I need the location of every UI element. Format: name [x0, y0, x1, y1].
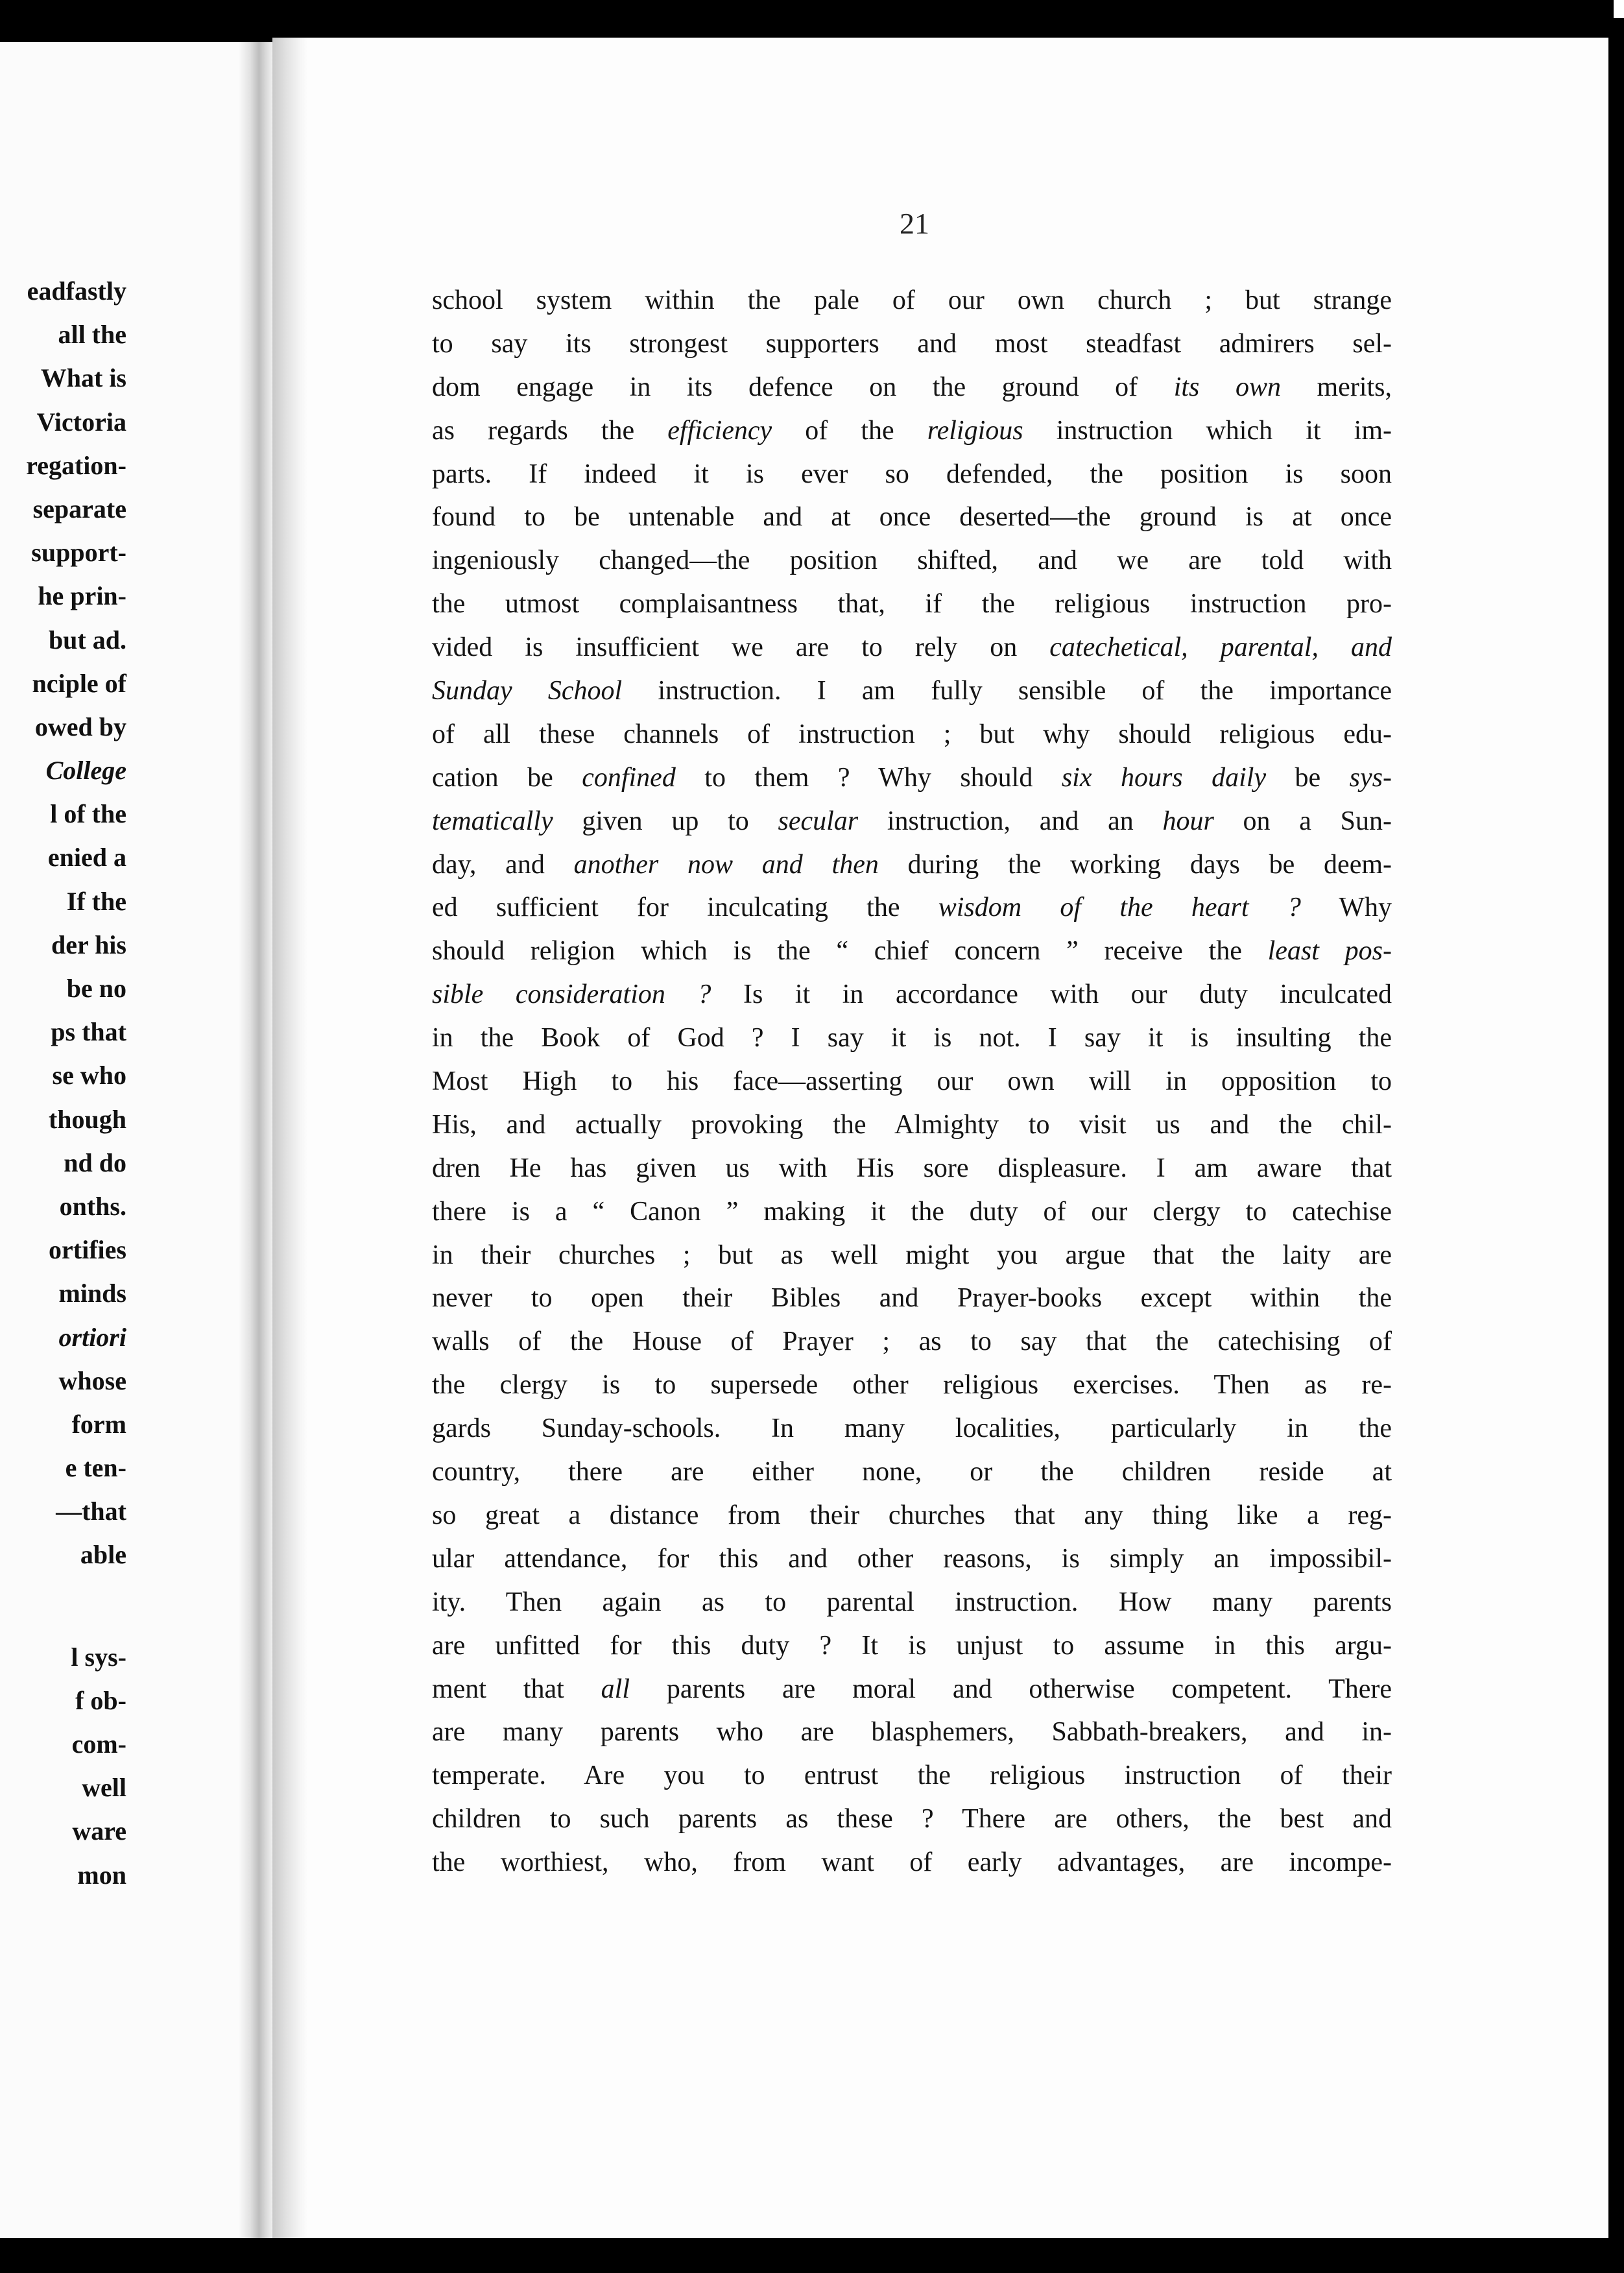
facing-page-fragment: form	[71, 1409, 126, 1439]
text-run: are unfitted for this duty ? It is unjust to assume in this argu-	[432, 1630, 1392, 1661]
text-line	[432, 1320, 1392, 1364]
text-run: there is a “ Canon ” making it the duty of our clergy to catechise	[432, 1196, 1392, 1227]
text-run: so great a distance from their churches that any thing like a reg-	[432, 1500, 1392, 1530]
text-run: children to such parents as these ? There are others, the best and	[432, 1804, 1392, 1834]
facing-page-fragment: l sys-	[71, 1642, 126, 1672]
text-run: the utmost complaisantness that, if the religious instruction pro-	[432, 589, 1392, 619]
text-run: dren He has given us with His sore displeasure. I am aware that	[432, 1153, 1392, 1183]
italic-run: its own	[1173, 372, 1281, 402]
text-line	[432, 756, 1392, 800]
text-line	[432, 1016, 1392, 1060]
facing-page-fragment: eadfastly	[27, 276, 126, 306]
italic-run: Sunday School	[432, 676, 623, 706]
text-run: during the working days be deem-	[878, 849, 1392, 880]
facing-page-fragment: se who	[52, 1061, 126, 1090]
text-run: given up to	[553, 806, 778, 836]
facing-page-fragment: owed by	[34, 712, 126, 741]
text-line	[432, 1407, 1392, 1450]
text-run: vided is insufficient we are to rely on	[432, 632, 1050, 663]
text-line	[432, 886, 1392, 930]
facing-page-fragment: enied a	[47, 843, 126, 872]
text-run: His, and actually provoking the Almighty to visit us and the chil-	[432, 1109, 1392, 1140]
text-line	[432, 453, 1392, 496]
facing-page-left	[0, 42, 272, 2238]
text-run: ular attendance, for this and other reasons, is simply an impossibil-	[432, 1543, 1392, 1574]
text-line	[432, 1364, 1392, 1407]
text-run: are many parents who are blasphemers, Sabbath-breakers, and in-	[432, 1717, 1392, 1748]
text-line	[432, 539, 1392, 583]
text-line	[432, 1190, 1392, 1234]
text-run: ingeniously changed—the position shifted, and we are told with	[432, 546, 1392, 576]
facing-page-fragment: ware	[72, 1816, 126, 1846]
italic-run: wisdom of the heart ?	[938, 893, 1301, 923]
italic-run: sible consideration ?	[432, 980, 711, 1010]
body-text	[432, 279, 1392, 1884]
scan-corner-mark	[1614, 0, 1624, 18]
italic-run: catechetical, parental, and	[1049, 632, 1392, 663]
italic-run: least pos-	[1267, 936, 1392, 967]
text-run: Is it in accordance with our duty inculcated	[711, 980, 1392, 1010]
facing-page-fragment: be no	[66, 974, 126, 1003]
text-line	[432, 1450, 1392, 1494]
text-line	[432, 583, 1392, 626]
text-run: temperate. Are you to entrust the religious instruction of their	[432, 1761, 1392, 1791]
italic-run: tematically	[432, 806, 553, 836]
facing-page-fragment: nd do	[64, 1148, 126, 1177]
text-run: to them ? Why should	[675, 762, 1062, 793]
text-run: the worthiest, who, from want of early advantages, are incompe-	[432, 1847, 1392, 1878]
facing-page-fragment: he prin-	[38, 581, 126, 611]
facing-page-fragment: der his	[51, 930, 126, 959]
text-line	[432, 1711, 1392, 1754]
page-gutter-edge	[272, 38, 308, 2238]
facing-page-fragment: If the	[66, 886, 126, 916]
text-line	[432, 1841, 1392, 1884]
text-run: as regards the	[432, 415, 668, 446]
italic-run: confined	[582, 762, 676, 793]
facing-page-fragment: well	[82, 1773, 126, 1803]
text-line	[432, 1754, 1392, 1798]
facing-page-fragment	[0, 1577, 126, 1635]
text-run: dom engage in its defence on the ground of	[432, 372, 1174, 402]
facing-page-fragment: Victoria	[36, 407, 126, 437]
text-run: Most High to his face—asserting our own will in opposition to	[432, 1066, 1392, 1097]
text-line	[432, 1103, 1392, 1147]
facing-page-fragment: ps that	[51, 1017, 126, 1047]
text-line	[432, 1624, 1392, 1668]
text-run: gards Sunday-schools. In many localities, particularly in the	[432, 1413, 1392, 1444]
text-run: in their churches ; but as well might you argue that the laity are	[432, 1240, 1392, 1270]
text-line	[432, 626, 1392, 669]
text-run: parents are moral and otherwise competent. There	[630, 1674, 1392, 1704]
text-line	[432, 800, 1392, 843]
facing-page-fragment: all the	[58, 320, 126, 350]
text-line	[432, 713, 1392, 756]
text-line	[432, 930, 1392, 973]
text-run: never to open their Bibles and Prayer-books except within the	[432, 1283, 1392, 1314]
text-run: ity. Then again as to parental instruction. How many parents	[432, 1587, 1392, 1617]
text-run: instruction, and an	[858, 806, 1163, 836]
text-line	[432, 669, 1392, 713]
italic-run: another now and then	[573, 849, 879, 880]
italic-run: religious	[927, 415, 1023, 446]
facing-page-fragment: but ad.	[48, 625, 126, 655]
text-run: instruction. I am fully sensible of the importance	[622, 676, 1392, 706]
text-run: ed sufficient for inculcating the	[432, 893, 938, 923]
text-line	[432, 409, 1392, 453]
text-run: parts. If indeed it is ever so defended, the position is soon	[432, 459, 1392, 489]
text-line	[432, 1581, 1392, 1624]
facing-page-fragment: though	[48, 1104, 126, 1134]
text-line	[432, 1798, 1392, 1841]
text-run: in the Book of God ? I say it is not. I say it is insulting the	[432, 1023, 1392, 1053]
text-run: to say its strongest supporters and most steadfast admirers sel-	[432, 328, 1392, 359]
text-line	[432, 1234, 1392, 1277]
facing-page-fragment: f ob-	[75, 1685, 126, 1715]
italic-run: sys-	[1349, 762, 1392, 793]
text-run: Why	[1300, 893, 1392, 923]
text-run: should religion which is the “ chief concern ” receive the	[432, 936, 1268, 967]
facing-page-fragment: separate	[32, 494, 126, 523]
facing-page-fragment: minds	[58, 1279, 126, 1308]
text-line	[432, 1147, 1392, 1190]
book-gutter-shadow	[239, 42, 272, 2238]
text-line	[432, 1277, 1392, 1320]
text-line	[432, 279, 1392, 322]
text-run: walls of the House of Prayer ; as to say that the catechising of	[432, 1327, 1392, 1357]
facing-page-text-fragments	[0, 269, 126, 1897]
facing-page-fragment: e ten-	[65, 1453, 126, 1483]
facing-page-fragment: com-	[71, 1729, 126, 1759]
italic-run: all	[601, 1674, 630, 1704]
facing-page-fragment: What is	[40, 363, 126, 393]
text-line	[432, 496, 1392, 539]
facing-page-fragment: onths.	[59, 1191, 126, 1221]
text-run: of the	[772, 415, 927, 446]
italic-run: secular	[778, 806, 859, 836]
text-line	[432, 366, 1392, 409]
facing-page-fragment: support-	[31, 538, 126, 568]
text-line	[432, 1668, 1392, 1711]
text-run: the clergy is to supersede other religious exercises. Then as re-	[432, 1370, 1392, 1401]
page-number: 21	[900, 207, 929, 240]
text-run: day, and	[432, 849, 574, 880]
facing-page-fragment: nciple of	[32, 668, 126, 698]
facing-page-fragment: ortifies	[49, 1235, 126, 1265]
text-run: of all these channels of instruction ; but why should religious edu-	[432, 719, 1392, 749]
text-line	[432, 322, 1392, 366]
text-run: on a Sun-	[1213, 806, 1392, 836]
italic-run: hour	[1162, 806, 1214, 836]
facing-page-fragment: ortiori	[58, 1322, 126, 1352]
text-line	[432, 973, 1392, 1016]
facing-page-fragment: mon	[77, 1860, 126, 1890]
italic-run: efficiency	[667, 415, 772, 446]
text-line	[432, 1494, 1392, 1537]
italic-run: six hours daily	[1061, 762, 1267, 793]
text-run: ment that	[432, 1674, 601, 1704]
text-line	[432, 1537, 1392, 1581]
text-run: found to be untenable and at once deserted—the ground is at once	[432, 502, 1392, 533]
facing-page-fragment: College	[45, 756, 126, 786]
facing-page-fragment: able	[80, 1540, 126, 1570]
facing-page-fragment: regation-	[26, 450, 126, 480]
facing-page-fragment: whose	[58, 1365, 126, 1395]
text-run: instruction which it im-	[1023, 415, 1392, 446]
text-run: be	[1266, 762, 1350, 793]
text-run: merits,	[1280, 372, 1392, 402]
text-run: country, there are either none, or the children reside at	[432, 1457, 1392, 1487]
text-run: school system within the pale of our own church ; but strange	[432, 285, 1392, 315]
text-line	[432, 1060, 1392, 1103]
facing-page-fragment: l of the	[50, 799, 126, 829]
facing-page-fragment: —that	[56, 1497, 126, 1526]
text-line	[432, 843, 1392, 887]
text-run: cation be	[432, 762, 582, 793]
